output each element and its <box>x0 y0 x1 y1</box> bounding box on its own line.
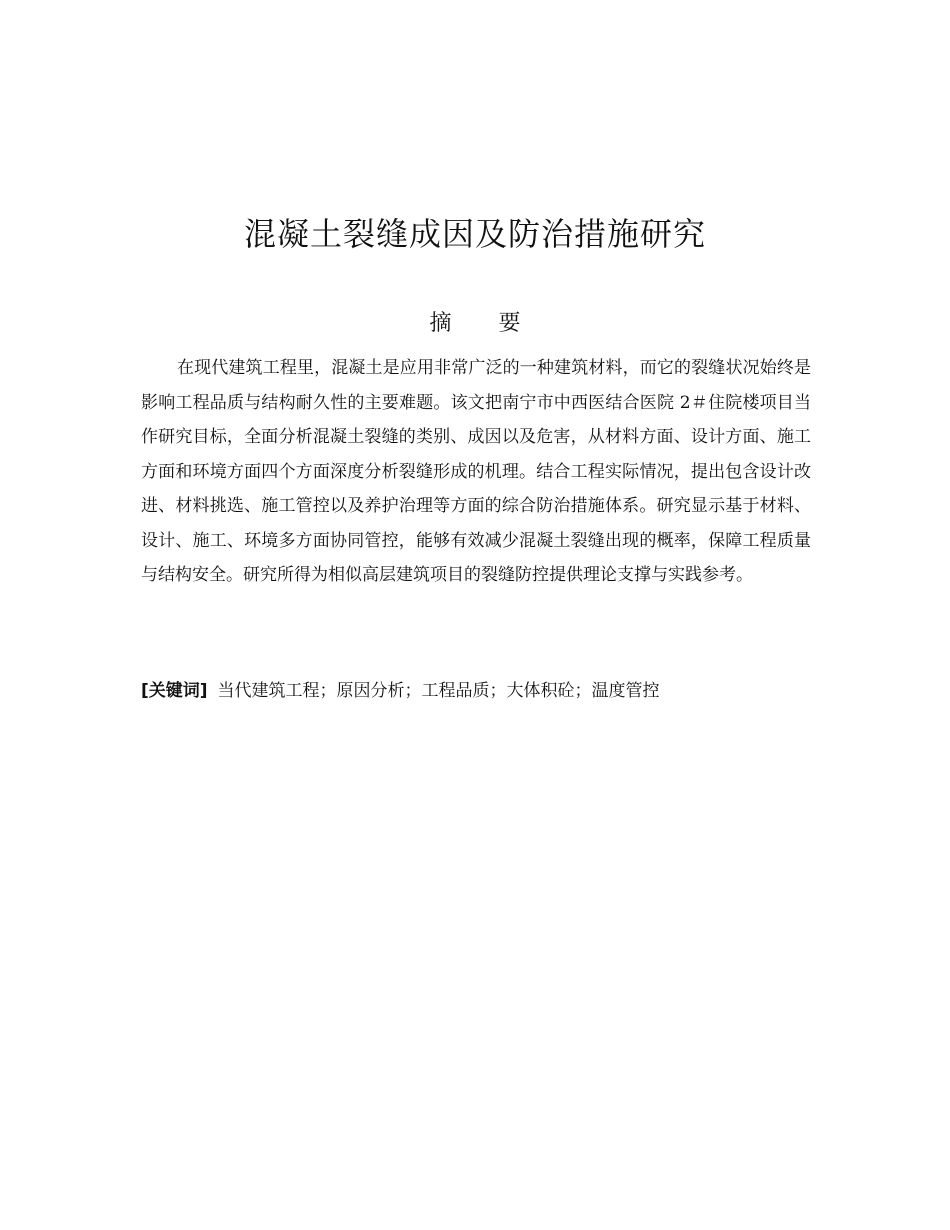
keywords-label: [关键词] <box>141 681 208 701</box>
abstract-paragraph: 在现代建筑工程里，混凝土是应用非常广泛的一种建筑材料，而它的裂缝状况始终是影响工程品质与结构耐久性的主要难题。该文把南宁市中西医结合医院 2＃住院楼项目当作研究目标，全面分析混凝土裂缝的类别、成因以及危害，从材料方面、设计方面、施工方面和环境方面四个方面深度分析裂缝形成的机理。结合工程实际情况，提出包含设计改进、材料挑选、施工管控以及养护治理等方面的综合防治措施体系。研究显示基于材料、设计、施工、环境多方面协同管控，能够有效减少混凝土裂缝出现的概率，保障工程质量与结构安全。研究所得为相似高层建筑项目的裂缝防控提供理论支撑与实践参考。 <box>141 358 811 585</box>
abstract-heading: 摘 要 <box>429 311 541 336</box>
keywords-line <box>141 676 811 706</box>
keywords-list: 当代建筑工程；原因分析；工程品质；大体积砼；温度管控 <box>217 681 660 701</box>
paper-title: 混凝土裂缝成因及防治措施研究 <box>243 215 706 253</box>
